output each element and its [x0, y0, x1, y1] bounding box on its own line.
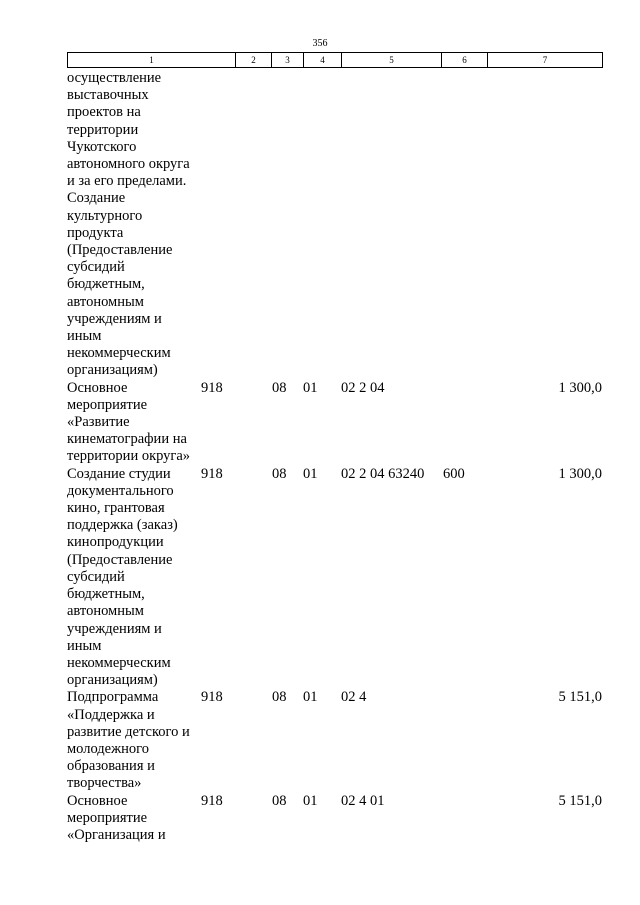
budget-table-body [67, 70, 602, 844]
subsection-code: 01 [303, 465, 318, 482]
row-description: Подпрограмма «Поддержка и развитие детского и молодежного образования и творчества» [67, 689, 190, 792]
subsection-code: 01 [303, 689, 318, 706]
column-number-1: 1 [68, 53, 236, 68]
row-description: Основное мероприятие «Организация и [67, 792, 166, 843]
subsection-code: 01 [303, 379, 318, 396]
section-code: 08 [272, 465, 287, 482]
section-code: 08 [272, 689, 287, 706]
column-number-2: 2 [236, 53, 272, 68]
amount: 1 300,0 [558, 379, 602, 396]
column-number-6: 6 [442, 53, 488, 68]
target-article-code: 02 2 04 [341, 379, 385, 396]
column-number-5: 5 [342, 53, 442, 68]
amount: 1 300,0 [558, 465, 602, 482]
table-row [67, 689, 602, 792]
table-row [67, 466, 602, 690]
target-article-code: 02 4 01 [341, 792, 385, 809]
expense-type-code: 600 [443, 465, 465, 482]
ministry-code: 918 [201, 379, 223, 396]
target-article-code: 02 4 [341, 689, 367, 706]
section-code: 08 [272, 792, 287, 809]
table-row [67, 793, 602, 845]
amount: 5 151,0 [558, 689, 602, 706]
column-number-header [67, 52, 603, 68]
ministry-code: 918 [201, 792, 223, 809]
row-description: осуществление выставочных проектов на территории Чукотского автономного округа и за его пределами. Создание культурного продукта (Предоставление субсидий бюджетным, автономным учреждениям и иным некоммерческим организациям) [67, 70, 190, 379]
ministry-code: 918 [201, 465, 223, 482]
section-code: 08 [272, 379, 287, 396]
table-row [67, 70, 602, 380]
row-description: Создание студии документального кино, грантовая поддержка (заказ) кинопродукции (Предоставление субсидий бюджетным, автономным учреждениям и иным некоммерческим организациям) [67, 465, 178, 689]
target-article-code: 02 2 04 63240 [341, 465, 425, 482]
amount: 5 151,0 [558, 792, 602, 809]
column-number-7: 7 [488, 53, 603, 68]
subsection-code: 01 [303, 792, 318, 809]
column-number-3: 3 [272, 53, 304, 68]
column-number-4: 4 [304, 53, 342, 68]
row-description: Основное мероприятие «Развитие кинематографии на территории округа» [67, 379, 191, 465]
ministry-code: 918 [201, 689, 223, 706]
page-number: 356 [312, 38, 328, 49]
table-row [67, 380, 602, 466]
